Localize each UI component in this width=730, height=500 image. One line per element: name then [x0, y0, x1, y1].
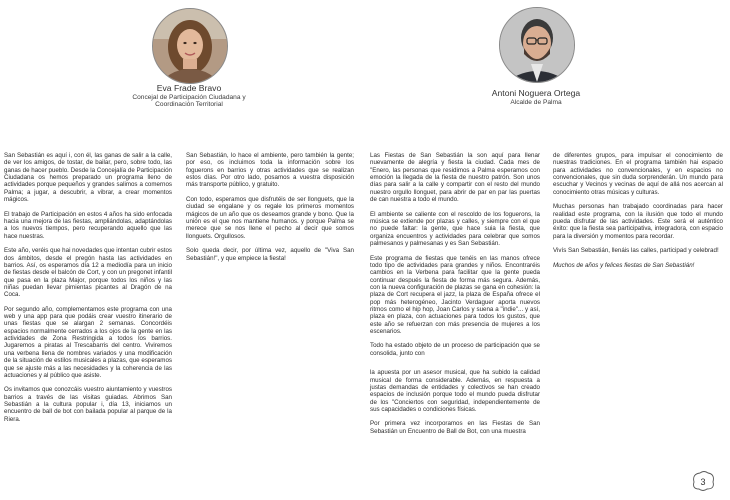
paragraph: de diferentes grupos, para impulsar el conocimiento de nuestras tradiciones. En el programa también hai espacio para actividades no convencionales, y en espacios no convencionales, que sin duda sorprenderán. Un mundo para escuchar y Vecinos y vecinas de aquí de allá nos acercan al conocimiento otras músicas y culturas.	[553, 152, 723, 196]
paragraph: Solo queda decir, por última vez, aquello de "Viva San Sebastián!", y que empiece la fiesta!	[186, 247, 354, 262]
right-person-name: Antoni Noguera Ortega	[491, 88, 581, 98]
left-person-role: Concejal de Participación Ciudadana y Coordinación Territorial	[132, 93, 246, 109]
text-column-4	[553, 152, 723, 276]
paragraph: El ambiente se caliente con el rescoldo de los foguerons, la música se extiende por plazas y calles, y siempre con el que no puede faltar: la gente, que hace suia la fiesta, que organiza encuentros y actividades para celebrar que somos palmesanos y palmesanas y es San Sebastián.	[370, 210, 540, 247]
paragraph: Por segundo año, complementamos este programa con una web y una app para que podáis crear vuestro itinerario de unas fiestas que se alargan 2 semanas. Concordéis espacios normalmente cerrados a los ojos de la gente en las actividades de Zona Restringida a todos los barrios. Jugaremos a piratas al Trescabarris del centro. Viviremos una verbena llena de nombres variados y una modificación de la situación de estilos musicales a plazas, que esperamos que se ajuste más a las necesidades y la coherencia de las actuaciones y al público que asiste.	[4, 305, 172, 379]
paragraph: Las Fiestas de San Sebastián la son aquí para llenar nuevamente de alegría y fiesta la ciudad. Cada mes de "Enero, las personas que residimos a Palma esperamos con emoción la llegada de la fiesta de nuestro patrón. Son unos días para salir a la calle y compartir con el resto del mundo nuestro orgullo llonguet, para abrir de par en par las puertas de can nuestra a todo el mundo.	[370, 152, 540, 204]
text-column-3	[370, 152, 540, 442]
paragraph: Vivís San Sebastián, llenáis las calles, participad y celebrad!	[553, 247, 719, 255]
paragraph: El trabajo de Participación en estos 4 años ha sido enfocada hacia una mejora de las fiestas, ampliándolas, adaptándolas a los nuevos tiempos, pero recuperando aquello que las hace nuestras.	[4, 210, 172, 240]
page-number: 3	[700, 477, 706, 487]
paragraph: Este programa de fiestas que tenéis en las manos ofrece todo tipo de actividades para grandes y niños. Encontraréis cambios en la Verbena para facilitar que la gente pueda continuar después la fiesta de forma más segura. Además, con la nueva configuración de plazas se gana en cohesión: la plaza de Cort recupera el jazz, la plaza de España ofrece el pop más heterogéneo, Jacinto Verdaguer aporta nuevos ritmos como el hip hop, Joan Carlos y suena a "indie"... y así, plaza en plaza, con actuaciones para todos los gustos, que este año se refuerzan con más presencia de mujeres a los escenarios.	[370, 254, 540, 335]
text-column-2	[186, 152, 354, 269]
paragraph: Por primera vez incorporamos en las Fiestas de San Sebastián un Encuentro de Ball de Bot, con una muestra	[370, 420, 540, 435]
page-number-badge	[690, 470, 716, 492]
caption-right	[468, 89, 604, 106]
portrait-eva-frade-bravo	[152, 8, 228, 84]
left-person-name: Eva Frade Bravo	[156, 83, 222, 93]
paragraph: la apuesta por un asesor musical, que ha subido la calidad musical de forma considerable. Además, en respuesta a justas demandas de entidades y colectivos se han creado espacios de inclusión porque todo el mundo pueda disfrutar de los "Conciertos con seguridad, independientemente de sus capacidades o condiciones físicas.	[370, 369, 540, 413]
portrait-antoni-noguera-ortega	[499, 7, 575, 83]
text-column-1	[4, 152, 172, 430]
paragraph: Os invitamos que conozcáis vuestro aiuntamiento y vuestros barrios a través de las visitas guiadas. Abrimos San Sebastián a la cultura popular i, día 13, iniciamos un encuentro de ball de bot con bailada popular al parque de la Riera.	[4, 386, 172, 423]
right-person-role: Alcalde de Palma	[510, 98, 562, 106]
paragraph: San Sebastián es aquí i, con él, las ganas de salir a la calle, de ver los amigos, de tostar, de bailar, pero, sobre todo, las ganas de hacer pueblo. Desde la Concejalía de Participación Ciudadana os hemos preparado un programa lleno de actividades porque pequeños y grandes salimos a comernos Palma; a jugar, a descubrir, a vibrar, a crear momentos mágicos.	[4, 152, 172, 204]
paragraph: Muchas personas han trabajado coordinadas para hacer realidad este programa, con la ilusión que todo el mundo pueda disfrutar de las actividades. Este será el auténtico éxito: que la fiesta sea participativa, integradora, con espacio para la diversión y momentos para recordar.	[553, 203, 723, 240]
paragraph: Con todo, esperamos que disfrutéis de ser llonguets, que la ciudad se engalane y os regale los primeros momentos mágicos de un año que os deseamos grande y bono. Que la unión es el que nos mantiene humanos. y porque Palma se merece que se nos llene el pecho al decir que somos llonguets. Orgullosos.	[186, 195, 354, 240]
paragraph: San Sebastián, lo hace el ambiente, pero también la gente; por eso, os incluimos toda la información sobre los foguerons en barrios y otras actividades que se realizan estos días. Por otro lado, posamos a vuestra disposición más transporte público, y gratuito.	[186, 152, 354, 189]
caption-left	[132, 84, 246, 109]
paragraph: Todo ha estado objeto de un proceso de participación que se consolida, junto con	[370, 342, 540, 357]
paragraph: Este año, veréis que hai novedades que intentan cubrir estos dos ámbitos, desde el pregón hasta las actividades en barrios. Así, os esperamos día 12 a mediodía para un inicio de fiestas desde el balcón de Cort, y con un pregonet infantil que pasa en la plaza Major, porque todos los niños y las niñas puedan llevar pimientas picantes al Dragón de na Coca.	[4, 247, 172, 299]
closing-line: Muchos de años y felices fiestas de San Sebastián!	[553, 261, 695, 269]
